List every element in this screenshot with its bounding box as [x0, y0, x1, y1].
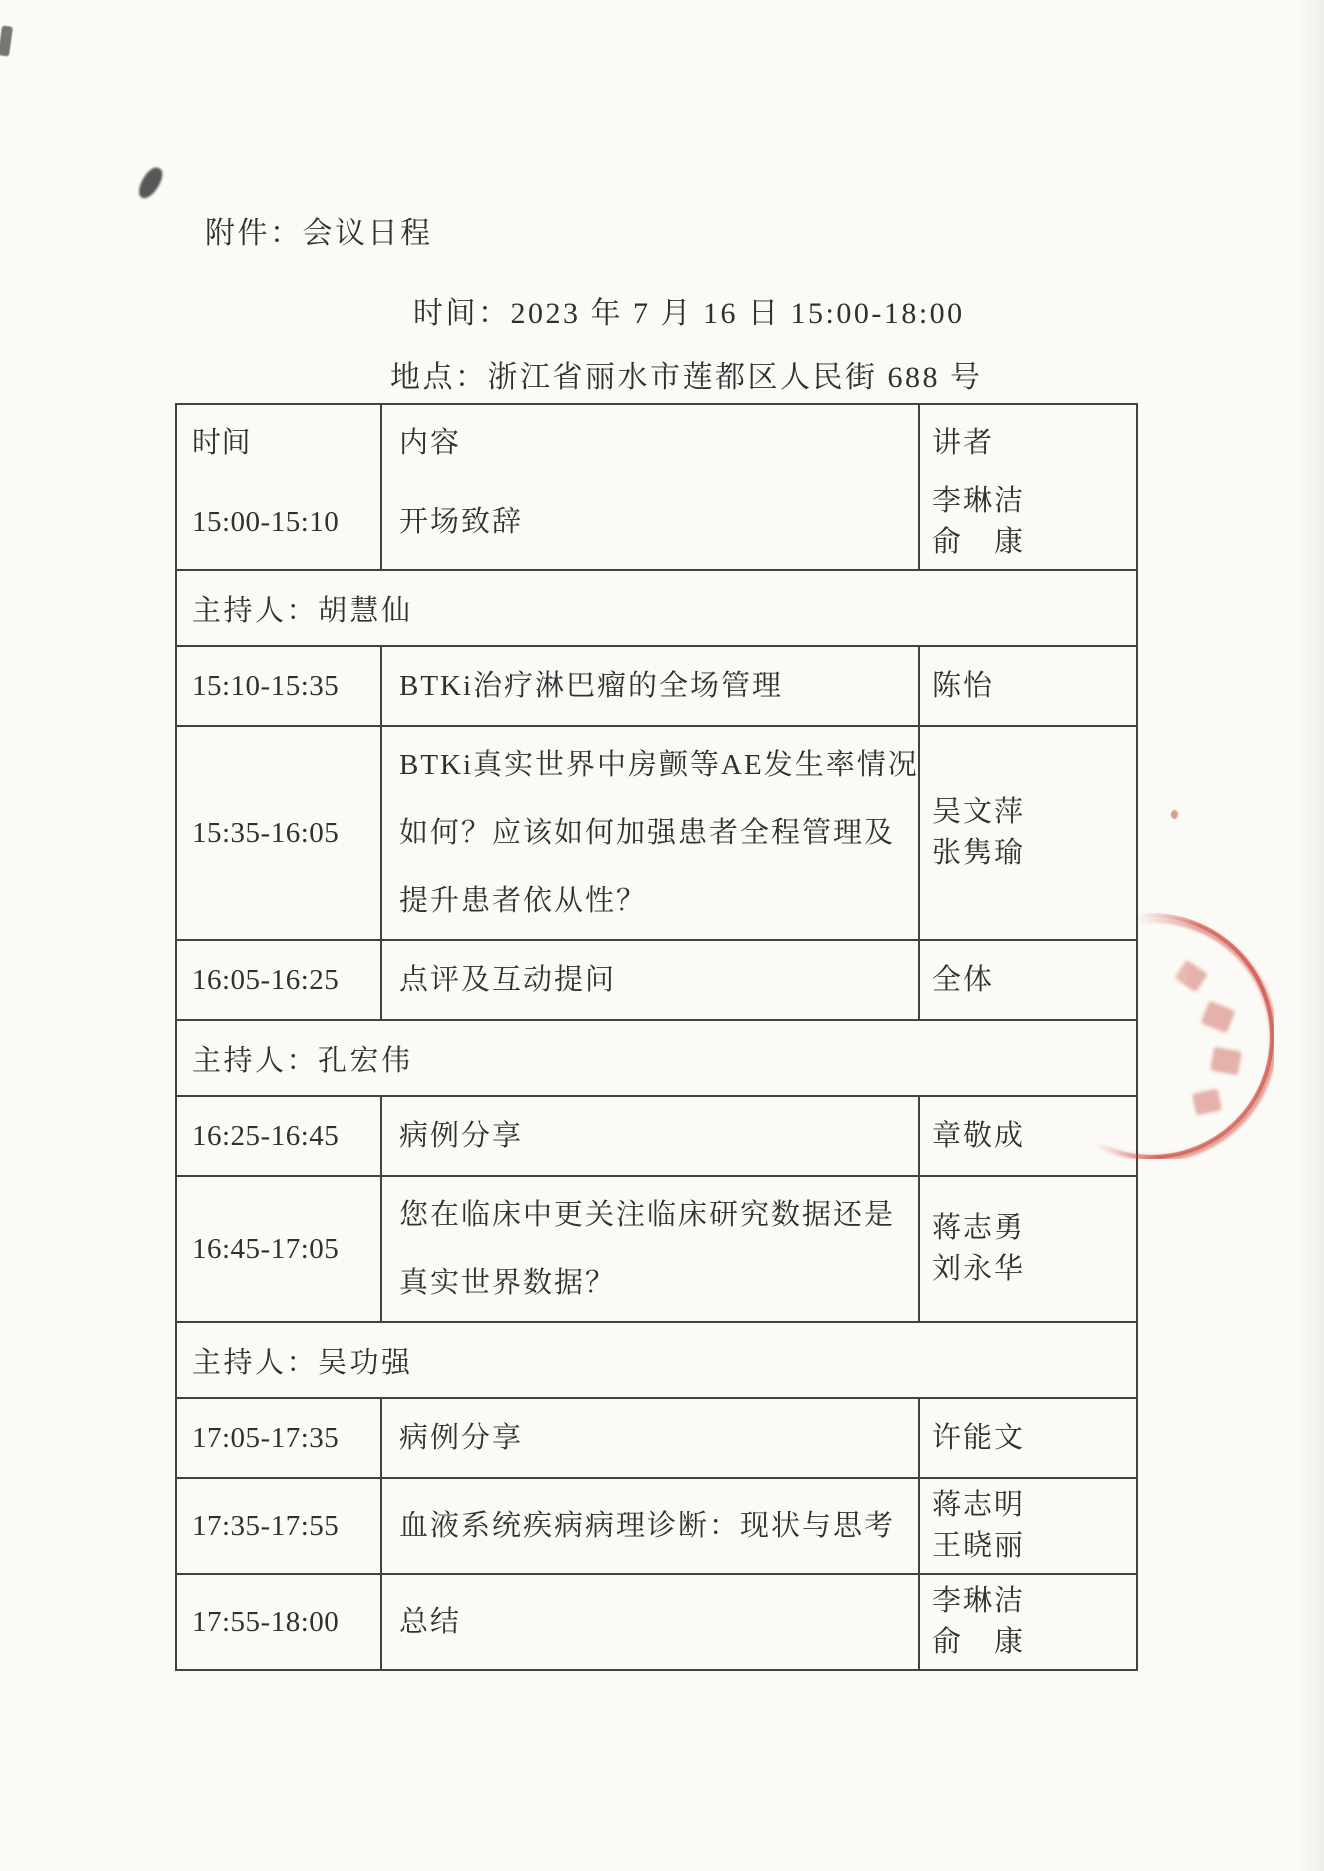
session-row — [177, 645, 1136, 725]
speaker-name: 李琳洁 — [932, 485, 1026, 517]
speaker-name: 许能文 — [932, 1421, 1026, 1454]
content-cell — [380, 1177, 920, 1321]
header-speaker: 讲者 — [932, 426, 995, 459]
time-cell: 17:05-17:35 — [192, 1421, 340, 1454]
agenda-table — [175, 403, 1138, 1671]
time-cell: 17:35-17:55 — [192, 1509, 340, 1542]
content-line: 总结 — [399, 1606, 462, 1638]
speaker-name: 全体 — [932, 963, 995, 996]
time-cell: 15:35-16:05 — [192, 816, 340, 849]
speaker-name: 章敬成 — [932, 1119, 1026, 1152]
content-line: 真实世界数据？ — [399, 1267, 617, 1299]
speaker-cell — [920, 647, 1136, 725]
time-cell: 15:00-15:10 — [192, 505, 340, 538]
header-content: 内容 — [380, 405, 920, 475]
content-cell — [380, 1097, 920, 1175]
content-cell — [380, 1399, 920, 1477]
seal-glyph-mark — [1192, 1089, 1222, 1116]
moderator-label: 主持人：胡慧仙 — [192, 594, 413, 627]
content-line: BTKi治疗淋巴瘤的全场管理 — [399, 670, 784, 702]
session-row — [177, 1397, 1136, 1477]
content-cell — [380, 475, 920, 569]
session-row — [177, 1573, 1136, 1669]
speaker-name: 刘永华 — [932, 1253, 1026, 1285]
seal-glyph-mark — [1174, 960, 1208, 993]
content-line: 如何？应该如何加强患者全程管理及 — [399, 817, 896, 849]
scan-smudge — [135, 164, 166, 202]
content-line: 点评及互动提问 — [399, 964, 617, 996]
content-line: 开场致辞 — [399, 506, 524, 538]
session-row — [177, 939, 1136, 1019]
speaker-name: 吴文萍 — [932, 796, 1026, 828]
content-line: 血液系统疾病病理诊断：现状与思考 — [399, 1510, 896, 1542]
time-cell: 16:45-17:05 — [192, 1232, 340, 1265]
content-cell — [380, 1575, 920, 1669]
seal-glyph-mark — [1210, 1047, 1242, 1075]
speaker-cell — [920, 1575, 1136, 1669]
speaker-name: 王晓丽 — [932, 1530, 1026, 1562]
content-line: 您在临床中更关注临床研究数据还是 — [399, 1199, 896, 1231]
speaker-cell — [920, 1097, 1136, 1175]
scan-edge-shade — [1298, 0, 1324, 1871]
table-header-row — [177, 405, 1136, 475]
moderator-label: 主持人：孔宏伟 — [192, 1044, 413, 1077]
seal-glyph-mark — [1201, 1001, 1236, 1034]
speaker-name: 张隽瑜 — [932, 837, 1026, 869]
meeting-time: 时间：2023 年 7 月 16 日 15:00-18:00 — [413, 297, 965, 330]
speaker-cell — [920, 941, 1136, 1019]
content-line: 病例分享 — [399, 1120, 524, 1152]
moderator-row — [177, 1019, 1136, 1095]
content-line: 病例分享 — [399, 1422, 524, 1454]
schedule-body — [177, 475, 1136, 1669]
content-line: BTKi真实世界中房颤等AE发生率情况 — [399, 749, 919, 781]
speaker-name: 陈怡 — [932, 669, 995, 702]
speaker-cell — [920, 1479, 1136, 1573]
speaker-cell — [920, 475, 1136, 569]
attachment-label: 附件：会议日程 — [205, 217, 433, 250]
session-row — [177, 1477, 1136, 1573]
session-row — [177, 725, 1136, 939]
time-cell: 17:55-18:00 — [192, 1605, 340, 1638]
time-cell: 16:05-16:25 — [192, 963, 340, 996]
speaker-cell — [920, 727, 1136, 939]
scan-smudge — [0, 25, 13, 56]
seal-ink-speck — [1171, 810, 1178, 819]
session-row — [177, 1095, 1136, 1175]
time-cell: 16:25-16:45 — [192, 1119, 340, 1152]
speaker-cell — [920, 1177, 1136, 1321]
speaker-name: 李琳洁 — [932, 1585, 1026, 1617]
speaker-name: 蒋志明 — [932, 1489, 1026, 1521]
time-cell: 15:10-15:35 — [192, 669, 340, 702]
speaker-name: 俞 康 — [932, 526, 1026, 558]
session-row — [177, 1175, 1136, 1321]
content-cell — [380, 941, 920, 1019]
moderator-label: 主持人：吴功强 — [192, 1346, 413, 1379]
content-cell — [380, 647, 920, 725]
content-line: 提升患者依从性？ — [399, 885, 648, 917]
speaker-name: 蒋志勇 — [932, 1212, 1026, 1244]
speaker-name: 俞 康 — [932, 1626, 1026, 1658]
speaker-cell — [920, 1399, 1136, 1477]
moderator-row — [177, 569, 1136, 645]
header-time: 时间 — [192, 426, 252, 459]
session-row — [177, 475, 1136, 569]
content-cell — [380, 727, 920, 939]
meeting-location: 地点：浙江省丽水市莲都区人民街 688 号 — [390, 361, 983, 394]
content-cell — [380, 1479, 920, 1573]
moderator-row — [177, 1321, 1136, 1397]
